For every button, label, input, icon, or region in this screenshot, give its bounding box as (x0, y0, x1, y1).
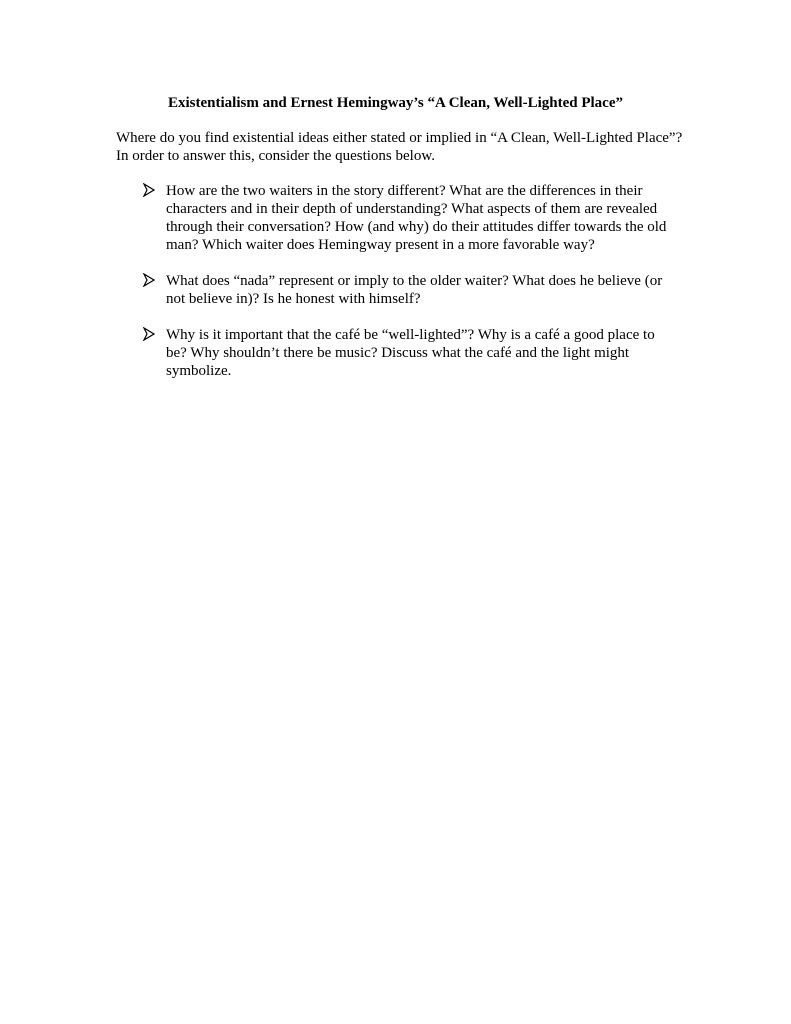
arrowhead-bullet-icon (143, 183, 155, 197)
question-item (0, 182, 791, 254)
arrowhead-bullet-icon (143, 273, 155, 287)
question-list (0, 182, 791, 398)
question-text: What does “nada” represent or imply to the older waiter? What does he believe (or not believe in)? Is he honest with himself? (166, 273, 663, 307)
intro-paragraph: Where do you find existential ideas either stated or implied in “A Clean, Well-Lighted Place”? In order to answer this, consider the questions below. (116, 130, 683, 164)
arrowhead-bullet-icon (143, 327, 155, 341)
question-text: Why is it important that the café be “well-lighted”? Why is a café a good place to be? Why shouldn’t there be music? Discuss what the café and the light might symbolize. (166, 327, 655, 379)
question-item (0, 272, 791, 308)
question-text: How are the two waiters in the story different? What are the differences in their characters and in their depth of understanding? What aspects of them are revealed through their conversation? How (and why) do their attitudes differ towards the old man? Which waiter does Hemingway present in a more favorable way? (166, 183, 667, 253)
question-item (0, 326, 791, 380)
document-title: Existentialism and Ernest Hemingway’s “A Clean, Well-Lighted Place” (167, 95, 623, 111)
